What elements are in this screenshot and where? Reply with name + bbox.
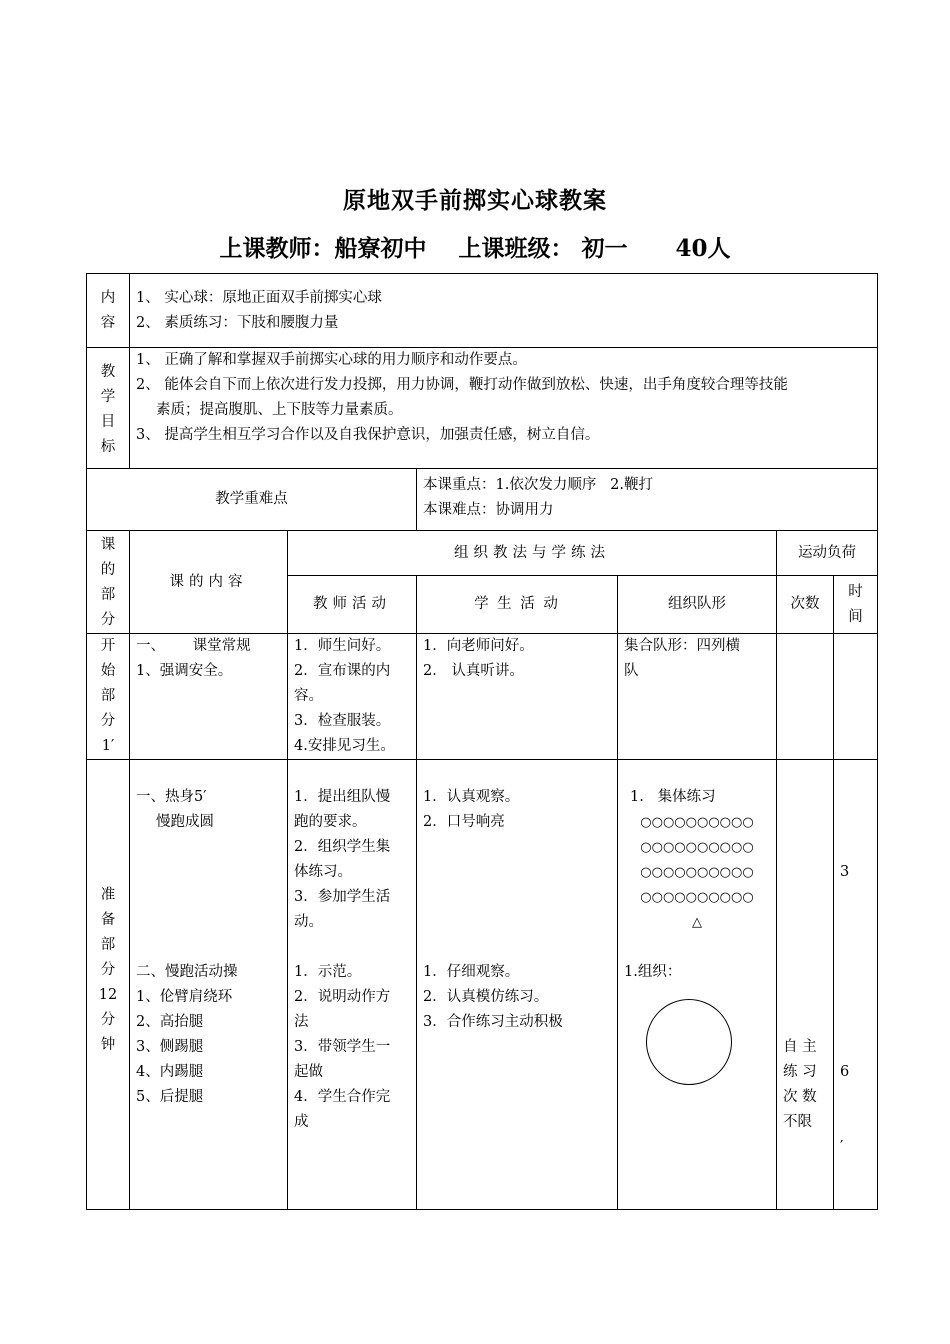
- start-teacher-activity: 1．师生问好。 2．宣布课的内 容。 3．检查服装。 4.安排见习生。: [288, 634, 417, 760]
- start-content: 一、 课堂常规 1、强调安全。: [130, 634, 288, 760]
- lesson-plan-table: [86, 273, 878, 1210]
- count-header: 次数: [777, 576, 834, 634]
- student-header: 学 生 活 动: [417, 576, 618, 634]
- part-header: 课 的 部 分: [87, 531, 130, 634]
- page-title: 原地双手前掷实心球教案: [343, 187, 607, 214]
- time-header: 时 间: [834, 576, 878, 634]
- start-student-activity: 1．向老师问好。 2． 认真听讲。: [417, 634, 618, 760]
- prep-part-label: 准 备 部 分 12 分 钟: [87, 760, 130, 1210]
- goals-text: 1、 正确了解和掌握双手前掷实心球的用力顺序和动作要点。 2、 能体会自下而上依次进行发力投掷，用力协调，鞭打动作做到放松、快速，出手角度较合理等技能 素质；提高腹肌、上下肢等力量素质。 3、 提高学生相互学习合作以及自我保护意识，加强责任感，树立自信。: [130, 348, 878, 469]
- formation-rows: [624, 810, 770, 935]
- circle-formation-icon: [646, 999, 732, 1085]
- start-part-row: [87, 634, 878, 760]
- goals-label: 教 学 目 标: [87, 348, 130, 469]
- key-points-label: 教学重难点: [87, 469, 417, 531]
- start-part-label: 开 始 部 分 1′: [87, 634, 130, 760]
- prep-student-activity: 1．认真观察。 2．口号响亮 1．仔细观察。 2．认真模仿练习。 3．合作练习主动积极: [417, 760, 618, 1210]
- page-subtitle: 上课教师：船寮初中 上课班级： 初一 40人: [219, 235, 731, 262]
- teacher-header: 教师活动: [288, 576, 417, 634]
- load-header: 运动负荷: [777, 531, 878, 576]
- prep-time: 3 6 ′: [834, 760, 878, 1210]
- teacher-position-icon: △: [692, 915, 702, 930]
- prep-content: 一、热身5′ 慢跑成圆 二、慢跑活动操 1、伦臂肩绕环 2、高抬腿 3、侧踢腿 4、内踢腿 5、后提腿: [130, 760, 288, 1210]
- methods-header: 组织教法与学练法: [288, 531, 777, 576]
- content-text: 1、 实心球：原地正面双手前掷实心球 2、 素质练习：下肢和腰腹力量: [130, 274, 878, 348]
- content-label: 内 容: [87, 274, 130, 348]
- key-points-text: 本课重点：1.依次发力顺序 2.鞭打 本课难点：协调用力: [417, 469, 878, 531]
- start-formation: 集合队形：四列横 队: [618, 634, 777, 760]
- header-row: [87, 531, 878, 576]
- formation-header: 组织队形: [618, 576, 777, 634]
- start-count: [777, 634, 834, 760]
- prep-part-row: [87, 760, 878, 1210]
- content-header: 课的内容: [130, 531, 288, 634]
- content-row: [87, 274, 878, 348]
- formation-row: ○○○○○○○○○○: [640, 865, 754, 880]
- goals-row: [87, 348, 878, 469]
- prep-teacher-activity: 1．提出组队慢 跑的要求。 2．组织学生集 体练习。 3．参加学生活 动。 1．示范。 2．说明动作方 法 3．带领学生一 起做 4．学生合作完 成: [288, 760, 417, 1210]
- key-points-row: [87, 469, 878, 531]
- formation-row: ○○○○○○○○○○: [640, 815, 754, 830]
- start-time: [834, 634, 878, 760]
- formation-row: ○○○○○○○○○○: [640, 840, 754, 855]
- prep-formation: 1. 集体练习 ○○○○○○○○○○ ○○○○○○○○○○ ○○○○○○○○○○ ○○○○○○○○○○ △ 1.组织：: [618, 760, 777, 1210]
- formation-row: ○○○○○○○○○○: [640, 890, 754, 905]
- prep-count: 自 主 练 习 次 数 不限: [777, 760, 834, 1210]
